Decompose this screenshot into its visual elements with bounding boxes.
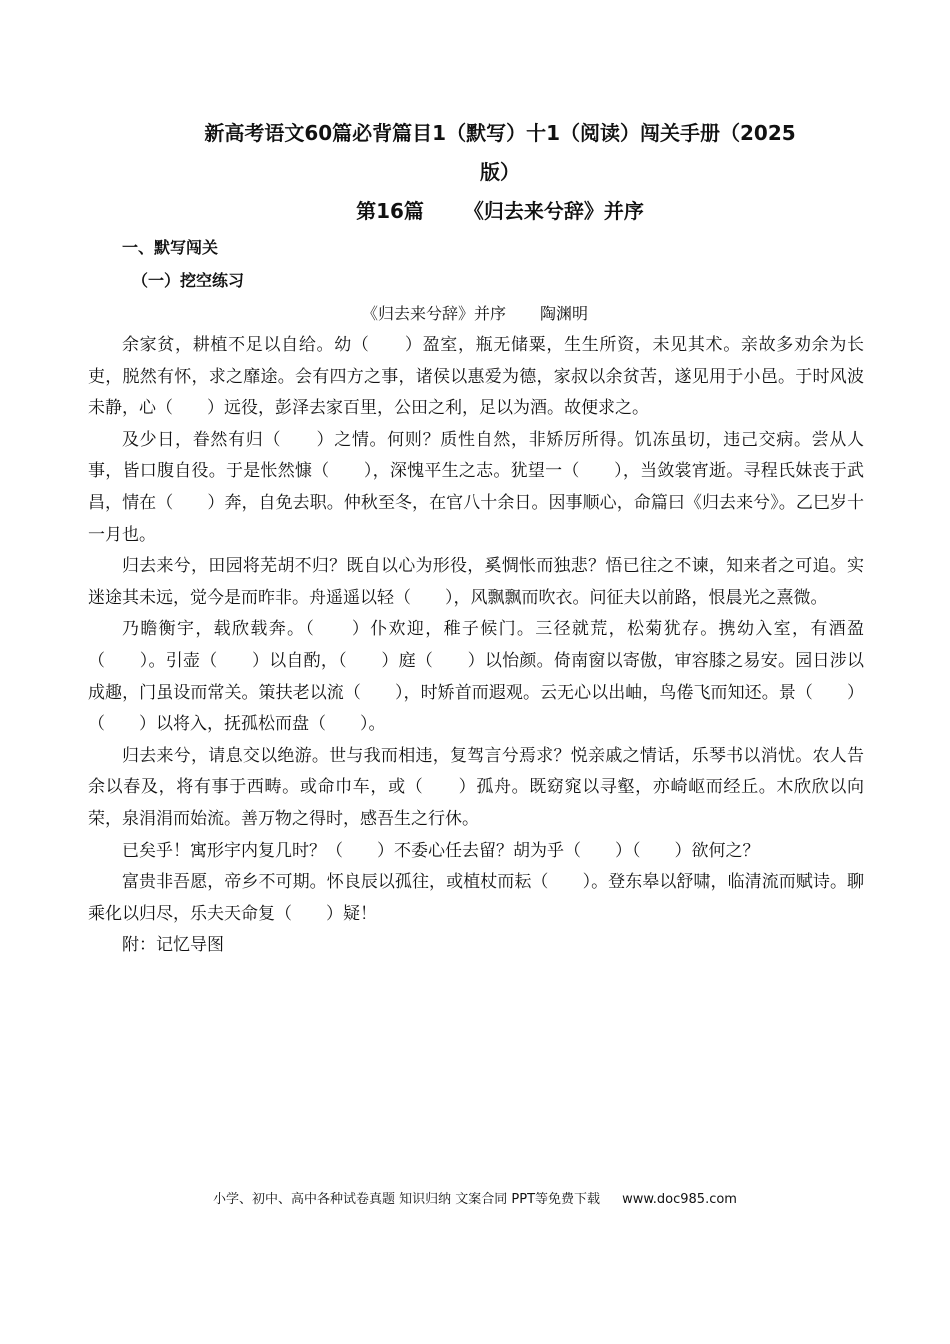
subsection-heading: （一）挖空练习 [132,271,245,290]
appendix-note: 附：记忆导图 [122,935,224,956]
section-heading: 一、默写闯关 [122,238,219,257]
chapter-number: 第16篇 [356,199,424,223]
chapter-name: 《归去来兮辞》并序 [463,199,644,223]
footer-text: 小学、初中、高中各种试卷真题 知识归纳 文案合同 PPT等免费下载 [213,1192,601,1207]
document-title-line-2: 版） [480,160,520,184]
page-footer [0,1190,950,1210]
paragraph: 乃瞻衡宇，载欣载奔。（ ）仆欢迎，稚子候门。三径就荒，松菊犹存。携幼入室，有酒盈（ ）。引壶（ ）以自酌，（ ）庭（ ）以怡颜。倚南窗以寄傲，审容膝之易安。园日涉以成趣，门虽设而常关。策扶老以流（ ），时矫首而遐观。云无心以出岫，鸟倦飞而知还。景（ ）（ ）以将入，抚孤松而盘（ ）。 [88,619,864,735]
paragraph: 已矣乎！寓形宇内复几时？（ ）不委心任去留？胡为乎（ ）（ ）欲何之？ [122,840,760,861]
paragraph: 归去来兮，请息交以绝游。世与我而相违，复驾言兮焉求？悦亲戚之情话，乐琴书以消忧。农人告余以春及，将有事于西畴。或命巾车，或（ ）孤舟。既窈窕以寻壑，亦崎岖而经丘。木欣欣以向荣，泉涓涓而始流。善万物之得时，感吾生之行休。 [88,745,864,829]
paragraph: 余家贫，耕植不足以自给。幼（ ）盈室，瓶无储粟，生生所资，未见其术。亲故多劝余为长吏，脱然有怀，求之靡途。会有四方之事，诸侯以惠爱为德，家叔以余贫苦，遂见用于小邑。于时风波未静，心（ ）远役，彭泽去家百里，公田之利，足以为酒。故便求之。 [88,335,864,419]
poem-heading [0,303,950,325]
poem-body [88,330,864,962]
paragraph: 富贵非吾愿，帝乡不可期。怀良辰以孤往，或植杖而耘（ ）。登东皋以舒啸，临清流而赋诗。聊乘化以归尽，乐夫天命复（ ）疑！ [88,872,864,924]
paragraph: 归去来兮，田园将芜胡不归？既自以心为形役，奚惆怅而独悲？悟已往之不谏，知来者之可追。实迷途其未远，觉今是而昨非。舟遥遥以轻（ ），风飘飘而吹衣。问征夫以前路，恨晨光之熹微。 [88,556,864,608]
poem-author: 陶渊明 [540,304,589,323]
footer-url[interactable]: www.doc985.com [622,1192,737,1207]
poem-title: 《归去来兮辞》并序 [361,304,506,323]
paragraph: 及少日，眷然有归（ ）之情。何则？质性自然，非矫厉所得。饥冻虽切，违己交病。尝从人事，皆口腹自役。于是怅然慷（ ），深愧平生之志。犹望一（ ），当敛裳宵逝。寻程氏妹丧于武昌，情在（ ）奔，自免去职。仲秋至冬，在官八十余日。因事顺心，命篇曰《归去来兮》。乙巳岁十一月也。 [88,429,864,545]
document-title-line-1: 新高考语文60篇必背篇目1（默写）十1（阅读）闯关手册（2025 [204,121,796,145]
chapter-heading [140,196,860,226]
